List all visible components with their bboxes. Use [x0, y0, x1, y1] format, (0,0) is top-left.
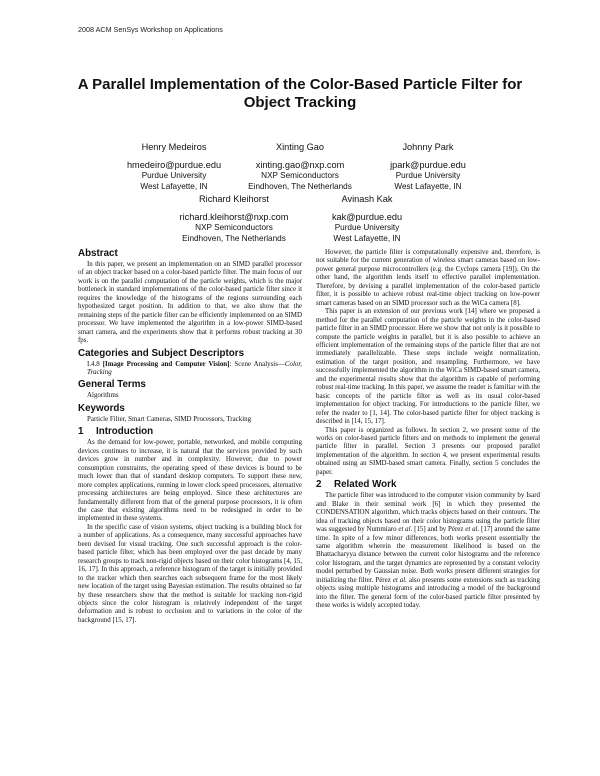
- author-affiliation: NXP Semiconductors: [261, 171, 339, 180]
- abstract-text: In this paper, we present an implementation on an SIMD parallel processor of an object tracker based on a color-based particle filter. The main focus of our work is on the parallel computation of the particle weights, which is the major bottleneck in standard implementations of the color-based particle filter since it requires the knowledge of the histograms of the regions surrounding each hypothesized target position. In addition to that, we also show that the remaining steps of the particle filter can be efficiently implemented on an SIMD processor. We have implemented the algorithm in a low-power SIMD-based smart camera, and the experiments show that it performs robust tracking at 30 fps.: [78, 260, 302, 345]
- keywords-text: Particle Filter, Smart Cameras, SIMD Processors, Tracking: [87, 414, 252, 423]
- intro-paragraph-2: In the specific case of vision systems, object tracking is a building block for a number of applications. As a consequence, many successful approaches have been devised for visual tracking. One such successful approach is the color-based particle filter, which has been employed over the past decade by many research groups to track non-rigid objects based on their color histograms [4, 15, 16, 17]. In this approach, a reference histogram of the target is initially provided to the tracker which then searches each subsequent frame for the most likely new location of the target using Bayesian estimation. The results obtained so far by these researchers show that the method is suitable for tracking non-rigid objects since the color histogram is relatively independent of the target deformation and is robust to occlusion and to variations in the color of the background [15, 17].: [78, 522, 302, 624]
- author-name: Avinash Kak: [341, 194, 393, 204]
- abstract-heading: Abstract: [78, 248, 118, 259]
- author-location: Eindhoven, The Netherlands: [248, 181, 352, 191]
- author-block: [112, 140, 236, 192]
- right-column: [316, 248, 540, 610]
- section-heading-related-work: 2 Related Work: [316, 479, 397, 491]
- author-email: hmedeiro@purdue.edu: [126, 160, 222, 170]
- title-line-2: Object Tracking: [243, 94, 357, 111]
- author-name: Xinting Gao: [275, 142, 324, 152]
- related-paragraph-1: The particle filter was introduced to the computer vision community by Isard and Blake in their seminal work [6] in which they presented the CONDENSATION algorithm, which tracks objects based on their contours. The idea of tracking objects based on their color histograms using the particle filter was suggested by Nummiaro et al. [15] and by Pérez et al. [17] around the same time. In spite of a few minor differences, both works present essentially the same algorithm wherein the measurement likelihood is based on the Bhattacharyya distance between the current color histograms and the reference color histogram, and the target dynamics are represented by a constant velocity model perturbed by Gaussian noise. Both works present different strategies for initializing the filter. Pérez et al. also presents some extensions such as tracking objects using multiple histograms and introducing a model of the background into the filter. The general form of the color-based particle filter presented by these works is widely accepted today.: [316, 491, 541, 610]
- author-block: [304, 192, 430, 244]
- author-block: [236, 140, 364, 192]
- author-location: West Lafayette, IN: [394, 181, 462, 191]
- author-email: richard.kleihorst@nxp.com: [179, 212, 289, 222]
- intro-paragraph-1: As the demand for low-power, portable, networked, and mobile computing devices continues to increase, it is natural that the services provided by such devices grow in number and in complexity. However, due to power consumption constraints, the operating speed of these devices is bound to be much lower than that of standard desktop computers. To support these new, more complex applications, running in lower clock speed processors, alternative processing architectures are being employed. Since these architectures are fundamentally different from that of the general purpose processors, it is often the case that existing algorithms need to be redesigned in order to be implemented in these systems.: [78, 438, 302, 523]
- author-name: Johnny Park: [402, 142, 454, 152]
- general-terms-text: Algorithms: [87, 391, 119, 400]
- author-email: kak@purdue.edu: [331, 212, 403, 222]
- author-affiliation: Purdue University: [334, 223, 400, 232]
- author-affiliation: Purdue University: [395, 171, 461, 180]
- author-location: West Lafayette, IN: [140, 181, 208, 191]
- intro-paragraph-5: This paper is organized as follows. In section 2, we present some of the works on color-based particle filters and on methods to implement the general particle filter in parallel. Section 3 presents our proposed parallel implementation of the algorithm. In section 4, we present experimental results obtained using an SIMD-based smart camera. Finally, section 5 concludes the paper.: [316, 425, 540, 476]
- intro-paragraph-3: However, the particle filter is computationally expensive and, therefore, is not suitable for the current generation of wireless smart cameras based on low-power general purpose microcontrollers (e.g. the Cyclops camera [19]). On the other hand, the algorithm lends itself to effective parallel implementation. Therefore, by devising a parallel implementation of the color-based particle filter, it is possible to achieve robust real-time object tracking on low-power smart cameras based on an SIMD processor such as the WiCa camera [8].: [316, 248, 540, 307]
- author-name: Richard Kleihorst: [199, 194, 269, 204]
- general-terms-heading: General Terms: [78, 379, 146, 391]
- author-email: xinting.gao@nxp.com: [255, 160, 345, 170]
- author-location: West Lafayette, IN: [333, 233, 401, 243]
- left-column: [78, 248, 302, 624]
- intro-paragraph-4: This paper is an extension of our previous work [14] where we proposed a method for the parallel computation of the particle weights in the color-based particle filter in an SIMD processor. Here we show that not only is it possible to compute the particle weights in parallel, but it is also possible to achieve an efficient implementation of the remaining steps of the particle filter that are not immediately parallelizable. These steps include weight normalization, estimation of the target position, and resampling. Furthermore, we have successfully implemented the algorithm in the WiCa SIMD-based smart camera, and the experimental results show that the algorithm is capable of performing robust real-time tracking. In this paper, we assume the reader is familiar with the basic concepts of the particle filter as well as its usual color-based implementation for object tracking. For introductions to the particle filter, we refer the reader to [1, 14]. The color-based particle filter for object tracking is described in [14, 15, 17].: [316, 307, 540, 426]
- title-line-1: A Parallel Implementation of the Color-Based Particle Filter for: [77, 76, 523, 93]
- author-location: Eindhoven, The Netherlands: [182, 233, 286, 243]
- author-email: jpark@purdue.edu: [390, 160, 466, 170]
- keywords-heading: Keywords: [78, 402, 125, 414]
- author-affiliation: NXP Semiconductors: [195, 223, 273, 232]
- categories-heading: Categories and Subject Descriptors: [78, 347, 245, 359]
- section-heading-introduction: 1 Introduction: [78, 426, 154, 438]
- author-block: [170, 192, 298, 244]
- paper-title: [40, 76, 560, 112]
- workshop-header: 2008 ACM SenSys Workshop on Applications: [78, 25, 223, 34]
- author-name: Henry Medeiros: [141, 142, 207, 152]
- author-block: [366, 140, 490, 192]
- author-affiliation: Purdue University: [141, 171, 207, 180]
- categories-text: I.4.8 [Image Processing and Computer Vision]: Scene Analysis—Color, Tracking: [87, 359, 303, 376]
